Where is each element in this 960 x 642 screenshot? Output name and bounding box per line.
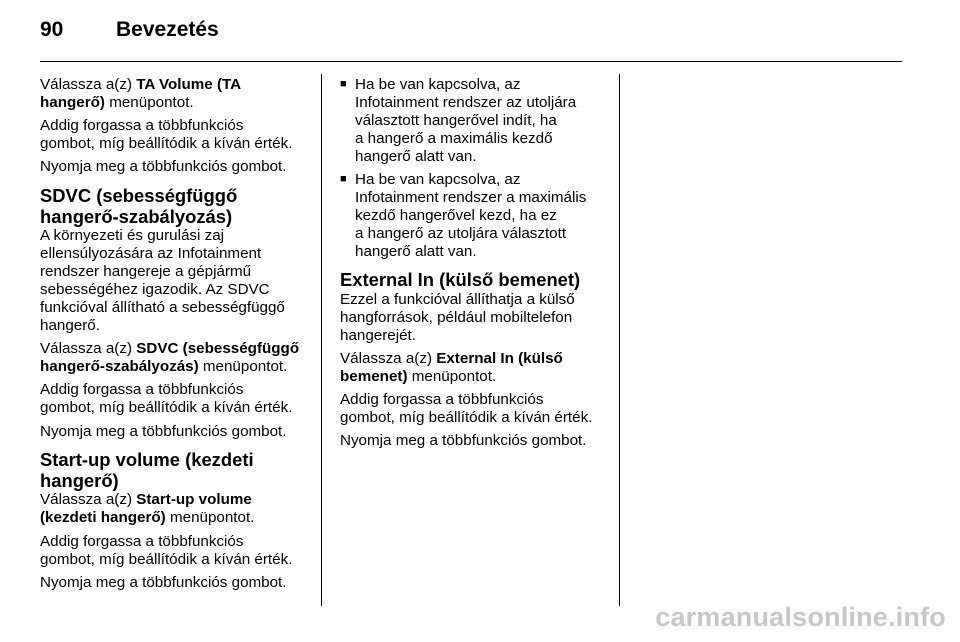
menu-item-name: External In (külső bemenet) (340, 350, 563, 385)
paragraph: Válassza a(z) Start-up volume (kezdeti hangerő) menüpontot. (40, 491, 255, 527)
paragraph: Nyomja meg a többfunkciós gombot. (40, 158, 287, 176)
paragraph: Válassza a(z) SDVC (sebességfüggő hangerő-szabályozás) menüpontot. (40, 340, 300, 376)
paragraph: Válassza a(z) External In (külső bemenet) menüpontot. (340, 350, 563, 385)
column-left (40, 76, 315, 597)
watermark: carmanualsonline.info (655, 602, 946, 632)
bullet-item: ■ Ha be van kapcsolva, az Infotainment rendszer az utoljára választott hangerővel indít, ha a hangerő a maximális kezdő hangerő alatt van. (340, 76, 577, 165)
column-divider (619, 74, 620, 606)
menu-item-name: TA Volume (TA hangerő) (40, 76, 242, 111)
paragraph: Válassza a(z) TA Volume (TA hangerő) menüpontot. (40, 76, 242, 111)
bullet-square-icon: ■ (340, 78, 347, 90)
paragraph: Addig forgassa a többfunkciós gombot, míg beállítódik a kíván érték. (340, 391, 593, 427)
bullet-item: ■ Ha be van kapcsolva, az Infotainment rendszer a maximális kezdő hangerővel kezd, ha ez a hangerő az utoljára választott hangerő alatt van. (340, 170, 587, 260)
column-middle (340, 76, 612, 456)
paragraph: Addig forgassa a többfunkciós gombot, míg beállítódik a kíván érték. (40, 532, 293, 568)
bullet-square-icon: ■ (340, 172, 347, 185)
menu-item-name: Start-up volume (kezdeti hangerő) (40, 491, 252, 527)
paragraph: Nyomja meg a többfunkciós gombot. (40, 573, 287, 591)
paragraph: Nyomja meg a többfunkciós gombot. (340, 432, 587, 450)
column-divider (321, 74, 322, 606)
paragraph: A környezeti és gurulási zaj ellensúlyozására az Infotainment rendszer hangereje a gépjármű sebességéhez igazodik. Az SDVC funkcióval állítható a sebességfüggő hangerő. (40, 227, 285, 334)
section-heading-startup-volume: Start-up volume (kezdeti hangerő) (40, 449, 254, 491)
paragraph: Nyomja meg a többfunkciós gombot. (40, 422, 287, 440)
page-number: 90 (40, 18, 64, 41)
paragraph: Ezzel a funkcióval állíthatja a külső hangforrások, például mobiltelefon hangerejét. (340, 290, 575, 344)
section-heading-sdvc: SDVC (sebességfüggő hangerő-szabályozás) (40, 185, 238, 227)
paragraph: Addig forgassa a többfunkciós gombot, míg beállítódik a kíván érték. (40, 381, 293, 417)
paragraph: Addig forgassa a többfunkciós gombot, míg beállítódik a kíván érték. (40, 117, 293, 153)
menu-item-name: SDVC (sebességfüggő hangerő-szabályozás) (40, 340, 300, 376)
header-rule (40, 61, 902, 62)
section-heading-external-in: External In (külső bemenet) (340, 269, 581, 291)
page-title: Bevezetés (116, 18, 219, 41)
